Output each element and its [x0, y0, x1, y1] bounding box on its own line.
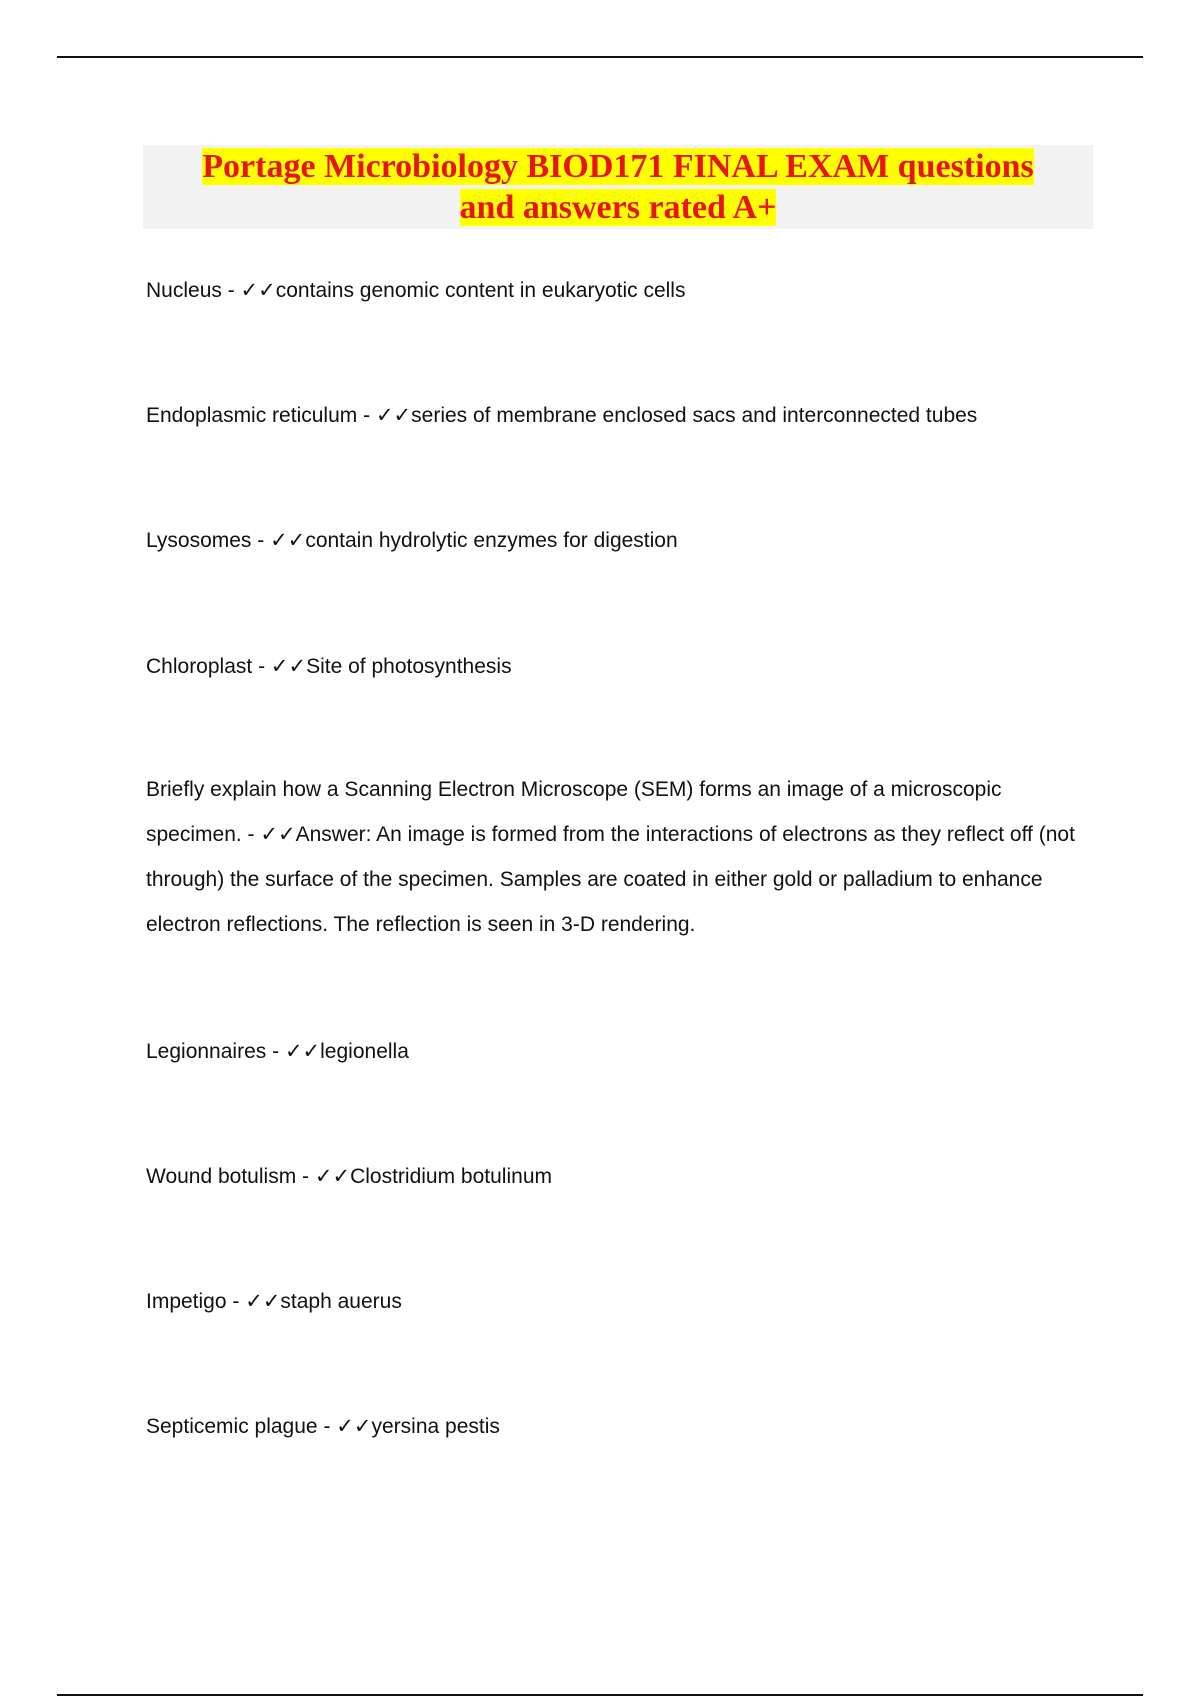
- check-icon: ✓✓: [270, 529, 306, 552]
- check-icon: ✓✓: [260, 823, 296, 846]
- qa-item-nucleus: [146, 267, 1106, 314]
- qa-term: Lysosomes: [146, 529, 252, 552]
- title-line-1: Portage Microbiology BIOD171 FINAL EXAM questions: [202, 148, 1034, 185]
- qa-item-sem: [146, 767, 1091, 947]
- check-icon: ✓✓: [314, 1165, 351, 1188]
- check-icon: ✓✓: [245, 1290, 281, 1313]
- qa-answer: Clostridium botulinum: [350, 1165, 552, 1188]
- qa-separator: -: [221, 279, 241, 302]
- qa-answer: Site of photosynthesis: [306, 655, 512, 678]
- qa-item-legionnaires: [146, 1028, 1106, 1075]
- qa-answer: contain hydrolytic enzymes for digestion: [305, 529, 678, 552]
- qa-answer: staph auerus: [280, 1290, 402, 1313]
- qa-answer: Answer: An image is formed from the interactions of electrons as they reflect off (not through) the surface of the specimen. Samples are coated in either gold or palladium to enhance electron reflections. The reflection is seen in 3-D rendering.: [146, 823, 1075, 936]
- qa-separator: -: [251, 529, 271, 552]
- qa-term: Impetigo: [146, 1290, 227, 1313]
- qa-item-chloroplast: [146, 643, 1106, 690]
- qa-separator: -: [317, 1415, 337, 1438]
- qa-separator: -: [226, 1290, 246, 1313]
- qa-answer: series of membrane enclosed sacs and interconnected tubes: [411, 404, 978, 427]
- qa-term: Nucleus: [146, 279, 222, 302]
- check-icon: ✓✓: [336, 1415, 372, 1438]
- qa-answer: yersina pestis: [371, 1415, 500, 1438]
- qa-term: Septicemic plague: [146, 1415, 318, 1438]
- qa-separator: -: [252, 655, 271, 678]
- qa-term: Chloroplast: [146, 655, 253, 678]
- qa-item-wound-botulism: [146, 1153, 1106, 1200]
- title-line-2: and answers rated A+: [459, 189, 777, 226]
- qa-answer: legionella: [320, 1040, 409, 1063]
- qa-term: Wound botulism: [146, 1165, 297, 1188]
- bottom-rule: [57, 1694, 1143, 1696]
- qa-term: Legionnaires: [146, 1040, 267, 1063]
- top-rule: [57, 56, 1143, 58]
- check-icon: ✓✓: [240, 279, 276, 302]
- qa-term: Endoplasmic reticulum: [146, 404, 358, 427]
- qa-item-septicemic-plague: [146, 1403, 1106, 1450]
- qa-item-endoplasmic-reticulum: [146, 392, 1106, 439]
- qa-answer: contains genomic content in eukaryotic cells: [275, 279, 686, 302]
- title-box: [143, 145, 1093, 229]
- qa-separator: -: [241, 823, 261, 846]
- qa-separator: -: [357, 404, 376, 427]
- check-icon: ✓✓: [270, 655, 307, 678]
- check-icon: ✓✓: [375, 404, 412, 427]
- qa-separator: -: [266, 1040, 285, 1063]
- page-title: [143, 145, 1093, 228]
- qa-item-lysosomes: [146, 517, 1106, 564]
- qa-separator: -: [296, 1165, 315, 1188]
- qa-item-impetigo: [146, 1278, 1106, 1325]
- qa-term: Briefly explain how a Scanning Electron Microscope (SEM) forms an image of a microscopic specimen.: [146, 778, 1002, 846]
- check-icon: ✓✓: [284, 1040, 321, 1063]
